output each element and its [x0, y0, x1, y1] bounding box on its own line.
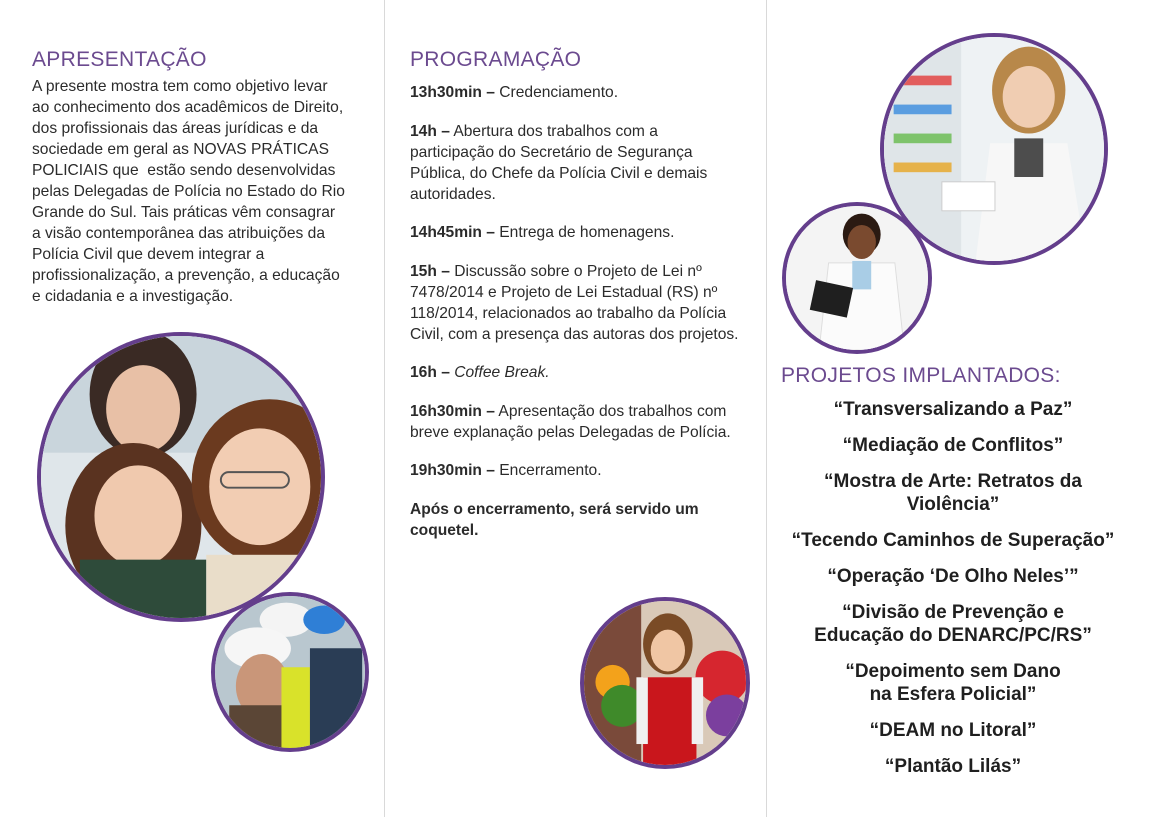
photo-women-group — [37, 332, 325, 622]
projeto-item — [778, 565, 1128, 588]
projeto-item — [778, 529, 1128, 552]
projeto-line: “Operação ‘De Olho Neles’” — [827, 566, 1079, 587]
projeto-line: “Divisão de Prevenção e — [842, 602, 1064, 623]
apresentacao-line: profissionalização, a prevenção, a educação — [32, 267, 340, 284]
programacao-text: Encerramento. — [494, 462, 602, 479]
programacao-item — [410, 82, 745, 103]
projeto-item — [778, 660, 1128, 706]
apresentacao-line: sociedade em geral as NOVAS PRÁTICAS — [32, 141, 329, 158]
programacao-text: Abertura dos trabalhos com a participação do Secretário de Segurança Pública, do Chefe da Polícia Civil e demais autoridades. — [410, 122, 708, 203]
projeto-line: “Tecendo Caminhos de Superação” — [791, 530, 1115, 551]
programacao-item — [410, 261, 745, 345]
projeto-line: na Esfera Policial” — [869, 684, 1037, 705]
apresentacao-line: Polícia Civil que devem integrar a — [32, 246, 265, 263]
column-divider-1 — [384, 0, 385, 817]
column-divider-2 — [766, 0, 767, 817]
programacao-item — [410, 460, 745, 481]
apresentacao-line: pelas Delegadas de Polícia no Estado do Rio — [32, 183, 345, 200]
projeto-line: “DEAM no Litoral” — [869, 720, 1037, 741]
photo-woman-clipboard — [782, 202, 932, 354]
photo-florist — [580, 597, 750, 769]
apresentacao-line: A presente mostra tem como objetivo levar — [32, 78, 328, 95]
projeto-item — [778, 601, 1128, 647]
programacao-time: 14h45min – — [410, 224, 495, 241]
projeto-item — [778, 755, 1128, 778]
programacao-text: Entrega de homenagens. — [494, 224, 675, 241]
programacao-time: 14h – — [410, 122, 450, 140]
apresentacao-line: a visão contemporânea das atribuições da — [32, 225, 325, 242]
programacao-text: Apresentação dos trabalhos com breve explanação pelas Delegadas de Polícia. — [410, 402, 731, 441]
programacao-list — [410, 82, 745, 558]
programacao-item — [410, 121, 745, 205]
programacao-time: 16h30min – — [410, 402, 495, 420]
photo-workers-helmets — [211, 592, 369, 752]
programacao-item — [410, 362, 745, 383]
projeto-line: “Plantão Lilás” — [884, 756, 1022, 777]
projeto-line: “Transversalizando a Paz” — [833, 399, 1073, 420]
programacao-time: 13h30min – — [410, 84, 495, 101]
projeto-line: “Depoimento sem Dano — [845, 661, 1061, 682]
projetos-title: PROJETOS IMPLANTADOS: — [781, 364, 1061, 387]
programacao-text: Discussão sobre o Projeto de Lei nº 7478/2014 e Projeto de Lei Estadual (RS) nº 118/2014, relacionados ao trabalho da Polícia Civil, com a presença das autoras dos projetos. — [410, 262, 739, 343]
projetos-list — [778, 398, 1128, 791]
apresentacao-line: e cidadania e a investigação. — [32, 288, 234, 305]
programacao-text: Coffee Break. — [449, 364, 550, 381]
projeto-item — [778, 470, 1128, 516]
programacao-time: 19h30min – — [410, 462, 495, 479]
apresentacao-line: dos profissionais das áreas jurídicas e da — [32, 120, 319, 137]
apresentacao-line: POLICIAIS que estão sendo desenvolvidas — [32, 162, 336, 179]
projeto-line: Educação do DENARC/PC/RS” — [814, 625, 1092, 646]
projeto-item — [778, 719, 1128, 742]
programacao-item — [410, 222, 745, 243]
projeto-item — [778, 434, 1128, 457]
apresentacao-title: APRESENTAÇÃO — [32, 48, 207, 71]
programacao-title: PROGRAMAÇÃO — [410, 48, 582, 71]
projeto-line: Violência” — [906, 494, 1000, 515]
programacao-text: Credenciamento. — [494, 84, 619, 101]
apresentacao-line: ao conhecimento dos acadêmicos de Direito, — [32, 99, 344, 116]
programacao-item — [410, 401, 745, 443]
apresentacao-text — [32, 76, 382, 307]
programacao-closing: Após o encerramento, será servido um coquetel. — [410, 500, 699, 539]
apresentacao-line: Grande do Sul. Tais práticas vêm consagrar — [32, 204, 336, 221]
programacao-time: 15h – — [410, 262, 450, 280]
projeto-item — [778, 398, 1128, 421]
projeto-line: “Mostra de Arte: Retratos da — [824, 471, 1082, 492]
projeto-line: “Mediação de Conflitos” — [842, 435, 1064, 456]
programacao-time: 16h – — [410, 364, 450, 381]
